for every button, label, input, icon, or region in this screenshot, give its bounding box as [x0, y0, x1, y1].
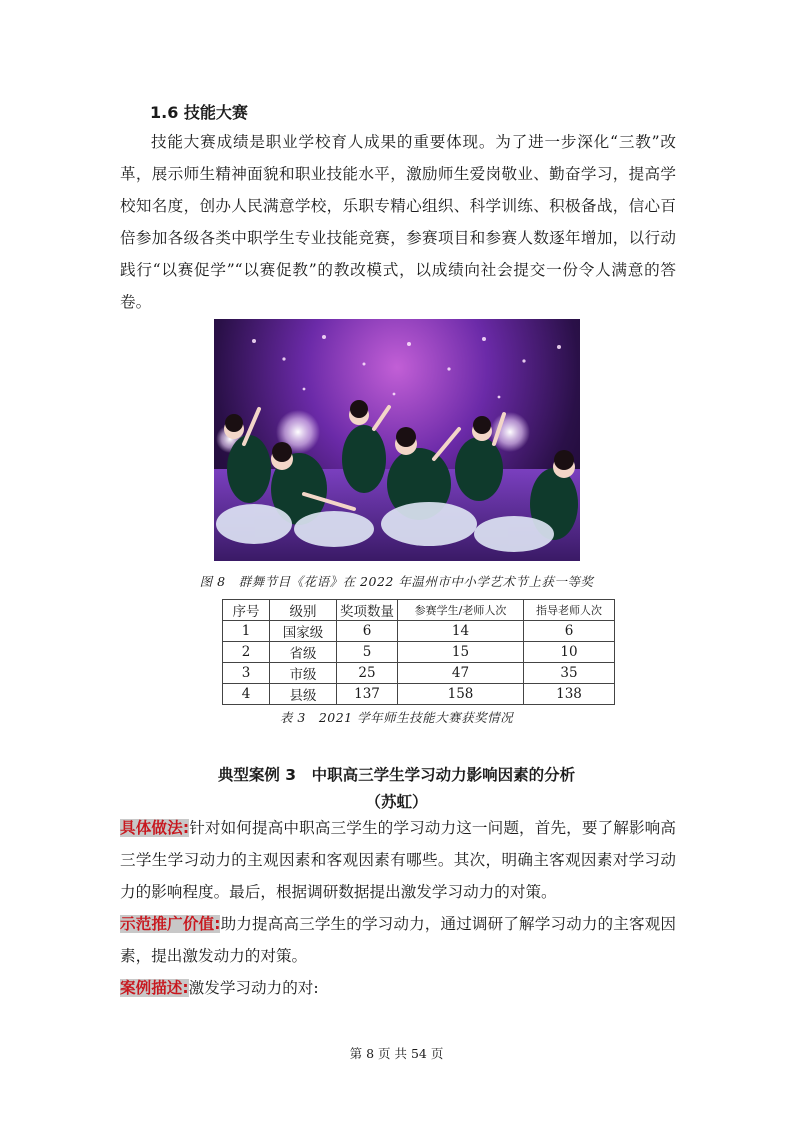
case-practice-label: 具体做法:: [120, 819, 190, 837]
table-cell: 4: [223, 684, 270, 705]
table-cell: 5: [337, 642, 398, 663]
table-row: [223, 621, 615, 642]
case-practice-paragraph: [120, 812, 676, 908]
case-author: （苏虹）: [365, 793, 428, 811]
case-description-paragraph: [120, 972, 676, 1004]
table-cell: 1: [223, 621, 270, 642]
case-description-text: 激发学习动力的对:: [188, 979, 319, 997]
case-value-paragraph: [120, 908, 676, 972]
case-description-label: 案例描述:: [120, 979, 189, 997]
table-cell: 158: [398, 684, 524, 705]
table-cell: 6: [524, 621, 615, 642]
table-cell: 137: [337, 684, 398, 705]
section-heading: 1.6 技能大赛: [150, 103, 248, 122]
table-cell: 138: [524, 684, 615, 705]
case-value-text: 助力提高高三学生的学习动力，通过调研了解学习动力的主客观因素，提出激发动力的对策。: [120, 915, 676, 965]
awards-table: [222, 599, 615, 705]
case-practice-text: 针对如何提高中职高三学生的学习动力这一问题，首先，要了解影响高三学生学习动力的主观因素和客观因素有哪些。其次，明确主客观因素对学习动力的影响程度。最后，根据调研数据提出激发学习动力的对策。: [120, 819, 676, 901]
table-header-cell: 参赛学生/老师人次: [398, 600, 524, 621]
table-header-cell: 指导老师人次: [524, 600, 615, 621]
case-title: 典型案例 3 中职高三学生学习动力影响因素的分析: [217, 766, 576, 784]
table-row: [223, 642, 615, 663]
table-caption: 表 3 2021 学年师生技能大赛获奖情况: [279, 710, 514, 725]
table-cell: 县级: [270, 684, 337, 705]
table-header-row: [223, 600, 615, 621]
figure-caption: 图 8 群舞节目《花语》在 2022 年温州市中小学艺术节上获一等奖: [199, 574, 594, 589]
table-cell: 3: [223, 663, 270, 684]
table-header-cell: 序号: [223, 600, 270, 621]
page-footer: 第 8 页 共 54 页: [349, 1046, 444, 1061]
table-cell: 35: [524, 663, 615, 684]
case-value-label: 示范推广价值:: [120, 915, 221, 933]
dance-performance-photo: [214, 319, 580, 561]
table-cell: 15: [398, 642, 524, 663]
table-row: [223, 684, 615, 705]
table-cell: 省级: [270, 642, 337, 663]
intro-paragraph: 技能大赛成绩是职业学校育人成果的重要体现。为了进一步深化“三教”改革，展示师生精神面貌和职业技能水平，激励师生爱岗敬业、勤奋学习，提高学校知名度，创办人民满意学校，乐职专精心组织、科学训练、积极备战，信心百倍参加各级各类中职学生专业技能竞赛，参赛项目和参赛人数逐年增加，以行动践行“以赛促学”“以赛促教”的教改模式，以成绩向社会提交一份令人满意的答卷。: [120, 133, 676, 311]
table-cell: 47: [398, 663, 524, 684]
dance-scene-illustration: [214, 319, 580, 561]
table-cell: 25: [337, 663, 398, 684]
table-cell: 14: [398, 621, 524, 642]
table-row: [223, 663, 615, 684]
table-cell: 6: [337, 621, 398, 642]
table-cell: 10: [524, 642, 615, 663]
table-cell: 国家级: [270, 621, 337, 642]
table-header-cell: 级别: [270, 600, 337, 621]
table-header-cell: 奖项数量: [337, 600, 398, 621]
table-cell: 2: [223, 642, 270, 663]
table-cell: 市级: [270, 663, 337, 684]
